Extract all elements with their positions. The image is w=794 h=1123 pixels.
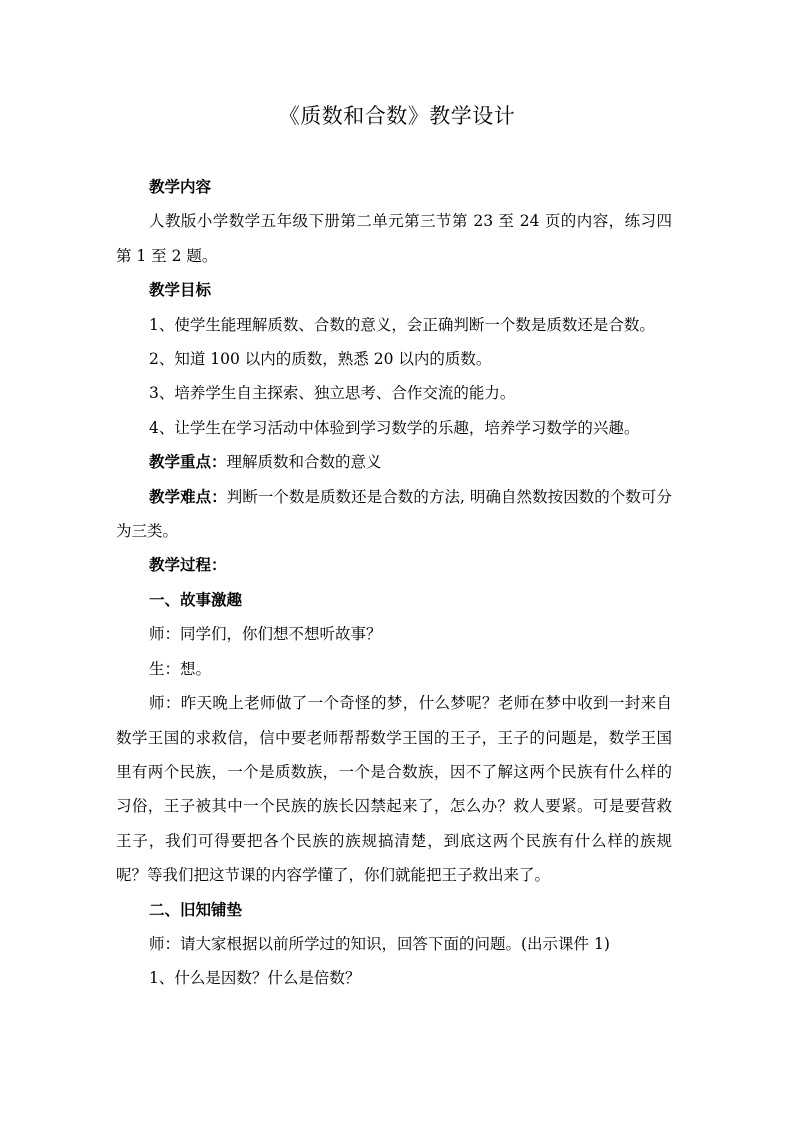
goal-item-4: 4、让学生在学习活动中体验到学习数学的乐趣，培养学习数学的兴趣。 — [149, 418, 640, 437]
section-heading-process: 教学过程： — [149, 556, 227, 575]
part1-heading: 一、故事激趣 — [149, 590, 243, 609]
goal-item-3: 3、培养学生自主探索、独立思考、合作交流的能力。 — [149, 384, 516, 403]
section-heading-content: 教学内容 — [149, 178, 212, 196]
question-line: 1、什么是因数？什么是倍数？ — [149, 969, 361, 988]
goal-item-1: 1、使学生能理解质数、合数的意义，会正确判断一个数是质数还是合数。 — [149, 315, 655, 334]
content-paragraph: 人教版小学数学五年级下册第二单元第三节第 23 至 24 页的内容，练习四第 1 至 2 题。 — [116, 212, 672, 265]
document-body — [116, 170, 672, 996]
dialogue-line: 师：请大家根据以前所学过的知识，回答下面的问题。(出示课件 1) — [149, 934, 610, 953]
key-point-text: 理解质数和合数的意义 — [226, 453, 382, 472]
dialogue-line: 师：同学们，你们想不想听故事？ — [149, 625, 382, 644]
difficulty-paragraph — [116, 480, 672, 549]
goal-item-2: 2、知道 100 以内的质数，熟悉 20 以内的质数。 — [149, 350, 492, 369]
difficulty-label: 教学难点： — [149, 487, 227, 506]
story-paragraph: 师：昨天晚上老师做了一个奇怪的梦，什么梦呢？老师在梦中收到一封来自数学王国的求救信，信中要老师帮帮数学王国的王子，王子的问题是，数学王国里有两个民族，一个是质数族，一个是合数族，因不了解这两个民族有什么样的习俗，王子被其中一个民族的族长囚禁起来了，怎么办？救人要紧。可是要营救王子，我们可得要把各个民族的族规搞清楚，到底这两个民族有什么样的族规呢？等我们把这节课的内容学懂了，你们就能把王子救出来了。 — [116, 694, 672, 885]
difficulty-text: 判断一个数是质数还是合数的方法, 明确自然数按因数的个数可分为三类。 — [116, 487, 672, 541]
key-point-label: 教学重点： — [149, 453, 227, 472]
document-title: 《质数和合数》教学设计 — [278, 104, 516, 128]
key-point-paragraph — [116, 445, 672, 479]
part2-heading: 二、旧知铺垫 — [149, 900, 243, 919]
dialogue-line: 生：想。 — [149, 659, 212, 678]
section-heading-goals: 教学目标 — [149, 281, 212, 300]
